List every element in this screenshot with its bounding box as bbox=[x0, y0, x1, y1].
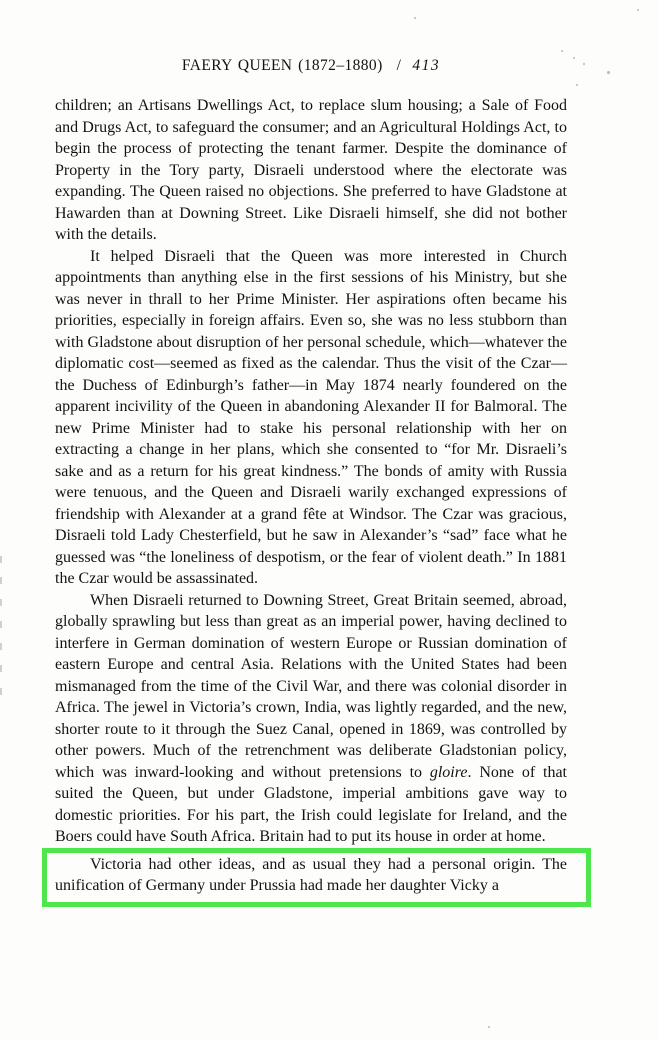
highlight-box bbox=[42, 848, 591, 907]
scan-tick bbox=[0, 643, 2, 650]
scan-tick bbox=[0, 577, 2, 584]
scan-speck bbox=[637, 9, 639, 11]
scan-speck bbox=[561, 50, 563, 52]
paragraph-highlighted: Victoria had other ideas, and as usual they had a personal origin. The unification of Germany under Prussia had made her daughter Vicky a bbox=[55, 855, 567, 894]
scan-tick bbox=[0, 621, 2, 628]
paragraph: When Disraeli returned to Downing Street, Great Britain seemed, abroad, globally sprawling but less than great as an imperial power, having declined to interfere in German domination of western Europe or Russian domination of eastern Europe and central Asia. Relations with the United States had been mismanaged from the time of the Civil War, and there was colonial disorder in Africa. The jewel in Victoria’s crown, India, was lightly regarded, and the new, shorter route to it through the Suez Canal, opened in 1869, was controlled by other powers. Much of the retrenchment was deliberate Gladstonian policy, which was inward-looking and without pretensions to gloire. None of that suited the Queen, but under Gladstone, imperial ambitions gave way to domestic priorities. For his part, the Irish could legislate for Ireland, and the Boers could have South Africa. Britain had to put its house in order at home. bbox=[55, 591, 567, 845]
header-separator: / bbox=[396, 57, 402, 74]
scan-tick bbox=[0, 688, 2, 695]
scan-speck bbox=[573, 57, 575, 59]
scan-speck bbox=[414, 17, 416, 19]
scan-tick bbox=[0, 599, 2, 606]
page-body bbox=[55, 95, 567, 907]
running-header bbox=[55, 57, 567, 75]
page-number: 413 bbox=[412, 57, 441, 74]
chapter-title: FAERY QUEEN (1872–1880) bbox=[181, 57, 383, 74]
scan-speck bbox=[576, 84, 578, 86]
scan-tick bbox=[0, 556, 2, 563]
scan-tick bbox=[0, 665, 2, 672]
scan-speck bbox=[607, 71, 610, 74]
scan-speck bbox=[583, 63, 585, 65]
scan-speck bbox=[488, 1026, 490, 1028]
paragraph: children; an Artisans Dwellings Act, to replace slum housing; a Sale of Food and Drugs Act, to safeguard the consumer; and an Agricultural Holdings Act, to begin the process of protecting the tenant farmer. Despite the dominance of Property in the Tory party, Disraeli understood where the electorate was expanding. The Queen raised no objections. She preferred to have Gladstone at Hawarden than at Downing Street. Like Disraeli himself, she did not bother with the details. bbox=[55, 97, 567, 243]
paragraph: It helped Disraeli that the Queen was more interested in Church appointments than anything else in the first sessions of his Ministry, but she was never in thrall to her Prime Minister. Her aspirations often became his priorities, especially in foreign affairs. Even so, she was no less stubborn than with Gladstone about disruption of her personal schedule, which—whatever the diplomatic cost—seemed as fixed as the calendar. Thus the visit of the Czar—the Duchess of Edinburgh’s father—in May 1874 nearly foundered on the apparent incivility of the Queen in abandoning Alexander II for Balmoral. The new Prime Minister had to stake his personal relationship with her on extracting a change in her plans, which she consented to “for Mr. Disraeli’s sake and as a return for his great kindness.” The bonds of amity with Russia were tenuous, and the Queen and Disraeli warily exchanged expressions of friendship with Alexander at a grand fête at Windsor. The Czar was gracious, Disraeli told Lady Chesterfield, but he saw in Alexander’s “sad” face what he guessed was “the loneliness of despotism, or the fear of violent death.” In 1881 the Czar would be assassinated. bbox=[55, 247, 567, 587]
